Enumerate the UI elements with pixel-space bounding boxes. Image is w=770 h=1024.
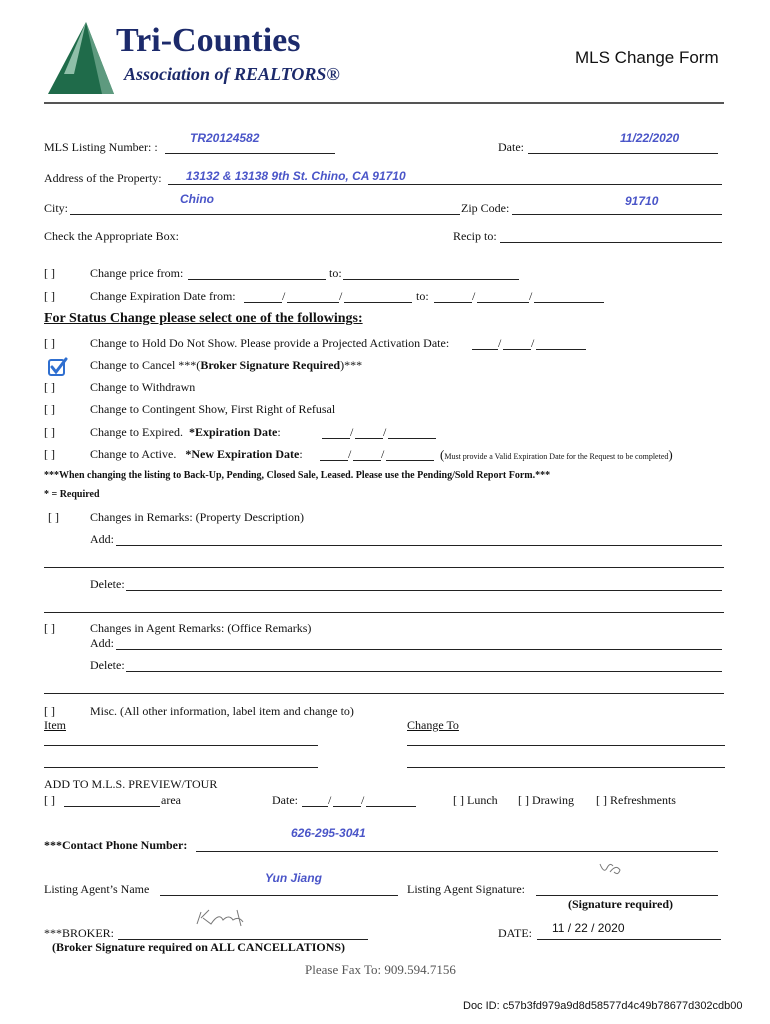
- expired-year-line[interactable]: [388, 438, 436, 439]
- city-line: [70, 214, 460, 215]
- price-to-line[interactable]: [343, 279, 519, 280]
- zip-field[interactable]: 91710: [625, 194, 659, 208]
- misc-change-to-heading: Change To: [407, 718, 459, 732]
- cancel-text-end: )***: [340, 358, 363, 372]
- city-label: City:: [44, 201, 69, 215]
- address-label: Address of the Property:: [44, 171, 162, 185]
- expired-label: [90, 425, 281, 440]
- broker-note: (Broker Signature required on ALL CANCELLATIONS): [52, 940, 346, 954]
- active-slash: /: [348, 447, 352, 461]
- broker-date-label: DATE:: [498, 926, 532, 940]
- hold-month-line[interactable]: [472, 349, 498, 350]
- exp-slash: /: [282, 289, 286, 303]
- active-note-paren: (: [440, 447, 445, 462]
- misc-item-line-2[interactable]: [44, 767, 318, 768]
- expired-month-line[interactable]: [322, 438, 350, 439]
- active-note-paren-end: ): [668, 447, 673, 462]
- misc-label: Misc. (All other information, label item and change to): [90, 704, 354, 718]
- listing-number-field[interactable]: TR20124582: [190, 131, 260, 145]
- signature-scribble-icon: [598, 860, 624, 878]
- zip-label: Zip Code:: [461, 201, 510, 215]
- expiration-date-bold: *Expiration Date: [188, 425, 278, 439]
- active-day-line[interactable]: [353, 460, 381, 461]
- active-text: Change to Active.: [90, 447, 177, 461]
- active-note: [440, 447, 673, 463]
- agent-signature-mark: [598, 860, 624, 878]
- tour-year-line[interactable]: [366, 806, 416, 807]
- hold-slash: /: [531, 336, 535, 350]
- exp-to-year-line[interactable]: [534, 302, 604, 303]
- agent-name-line: [160, 895, 398, 896]
- exp-from-day-line[interactable]: [287, 302, 339, 303]
- exp-slash: /: [529, 289, 533, 303]
- hold-checkbox[interactable]: [ ]: [44, 336, 55, 350]
- agent-signature-line[interactable]: [536, 895, 718, 896]
- contingent-checkbox[interactable]: [ ]: [44, 402, 55, 416]
- active-note-text: Must provide a Valid Expiration Date for the Request to be completed: [444, 452, 669, 461]
- broker-date-line: [537, 939, 721, 940]
- remarks-add-label: Add:: [90, 532, 114, 546]
- agent-remarks-add-label: Add:: [90, 636, 114, 650]
- price-checkbox[interactable]: [ ]: [44, 266, 55, 280]
- tour-checkbox[interactable]: [ ]: [44, 793, 55, 807]
- expired-day-line[interactable]: [355, 438, 383, 439]
- agent-remarks-label: Changes in Agent Remarks: (Office Remarks): [90, 621, 312, 635]
- remarks-delete-label: Delete:: [90, 577, 125, 591]
- address-line: [168, 184, 722, 185]
- remarks-add-line-2[interactable]: [44, 567, 724, 568]
- logo-subtitle: Association of REALTORS®: [124, 64, 340, 84]
- broker-label: ***BROKER:: [44, 926, 115, 940]
- remarks-add-line[interactable]: [116, 545, 722, 546]
- listing-number-line: [165, 153, 335, 154]
- signature-required-note: (Signature required): [568, 897, 674, 911]
- phone-line: [196, 851, 718, 852]
- fax-note: Please Fax To: 909.594.7156: [305, 962, 456, 977]
- tour-heading: ADD TO M.L.S. PREVIEW/TOUR: [44, 777, 218, 791]
- active-slash: /: [381, 447, 385, 461]
- broker-signature-scribble-icon: [193, 906, 251, 928]
- tour-day-line[interactable]: [333, 806, 361, 807]
- contingent-label: Change to Contingent Show, First Right of Refusal: [90, 402, 336, 416]
- expired-checkbox[interactable]: [ ]: [44, 425, 55, 439]
- form-title: MLS Change Form: [575, 48, 719, 67]
- hold-label: Change to Hold Do Not Show. Please provide a Projected Activation Date:: [90, 336, 450, 350]
- broker-date-field[interactable]: 11 / 22 / 2020: [552, 921, 625, 935]
- agent-remarks-delete-label: Delete:: [90, 658, 125, 672]
- exp-slash: /: [339, 289, 343, 303]
- tour-date-label: Date:: [272, 793, 298, 807]
- exp-from-year-line[interactable]: [344, 302, 412, 303]
- date-field[interactable]: 11/22/2020: [620, 131, 680, 145]
- remarks-delete-line-2[interactable]: [44, 612, 724, 613]
- hold-year-line[interactable]: [536, 349, 586, 350]
- remarks-label: Changes in Remarks: (Property Description): [90, 510, 304, 524]
- expired-text: Change to Expired.: [90, 425, 183, 439]
- agent-name-label: Listing Agent’s Name: [44, 882, 150, 896]
- expiration-label: Change Expiration Date from:: [90, 289, 236, 303]
- broker-signature-mark: [193, 906, 251, 928]
- cancel-checkbox[interactable]: [46, 356, 68, 378]
- exp-to-label: to:: [416, 289, 429, 303]
- misc-item-line-1[interactable]: [44, 745, 318, 746]
- misc-checkbox[interactable]: [ ]: [44, 704, 55, 718]
- price-from-line[interactable]: [188, 279, 326, 280]
- expired-colon: :: [277, 425, 281, 439]
- logo: [44, 14, 344, 96]
- phone-field[interactable]: 626-295-3041: [291, 826, 366, 840]
- agent-signature-label: Listing Agent Signature:: [407, 882, 525, 896]
- tour-slash: /: [328, 793, 332, 807]
- lunch-checkbox[interactable]: [ ] Lunch: [453, 793, 498, 807]
- misc-change-line-1[interactable]: [407, 745, 725, 746]
- tour-area-line[interactable]: [64, 806, 160, 807]
- price-to-label: to:: [329, 266, 342, 280]
- expired-slash: /: [350, 425, 354, 439]
- withdrawn-label: Change to Withdrawn: [90, 380, 196, 394]
- cancel-label: [90, 358, 362, 373]
- drawing-checkbox[interactable]: [ ] Drawing: [518, 793, 574, 807]
- misc-item-heading: Item: [44, 718, 66, 732]
- agent-name-field[interactable]: Yun Jiang: [265, 871, 322, 885]
- backup-note: ***When changing the listing to Back-Up, Pending, Closed Sale, Leased. Please use the Pending/Sold Report Form.***: [44, 470, 551, 481]
- price-label: Change price from:: [90, 266, 184, 280]
- recip-label: Recip to:: [453, 229, 497, 243]
- agent-remarks-add-line[interactable]: [116, 649, 722, 650]
- agent-remarks-delete-line[interactable]: [126, 671, 722, 672]
- doc-id: Doc ID: c57b3fd979a9d8d58577d4c49b78677d302cdb00: [463, 1000, 743, 1012]
- hold-slash: /: [498, 336, 502, 350]
- address-field[interactable]: 13132 & 13138 9th St. Chino, CA 91710: [186, 169, 406, 183]
- date-label: Date:: [498, 140, 524, 154]
- tour-area-label: area: [161, 793, 181, 807]
- checkmark-icon: [46, 356, 68, 378]
- exp-slash: /: [472, 289, 476, 303]
- active-label: [90, 447, 303, 462]
- active-checkbox[interactable]: [ ]: [44, 447, 55, 461]
- tour-slash: /: [361, 793, 365, 807]
- remarks-delete-line[interactable]: [126, 590, 722, 591]
- cancel-text: Change to Cancel ***(: [90, 358, 201, 372]
- exp-to-day-line[interactable]: [477, 302, 529, 303]
- phone-label: ***Contact Phone Number:: [44, 838, 188, 852]
- active-colon: :: [299, 447, 303, 461]
- required-note: * = Required: [44, 489, 100, 500]
- expiration-checkbox[interactable]: [ ]: [44, 289, 55, 303]
- date-line: [528, 153, 718, 154]
- agent-remarks-checkbox[interactable]: [ ]: [44, 621, 55, 635]
- remarks-checkbox[interactable]: [ ]: [48, 510, 59, 524]
- refreshments-checkbox[interactable]: [ ] Refreshments: [596, 793, 676, 807]
- recip-line: [500, 242, 722, 243]
- exp-to-month-line[interactable]: [434, 302, 472, 303]
- active-month-line[interactable]: [320, 460, 348, 461]
- misc-change-line-2[interactable]: [407, 767, 725, 768]
- active-year-line[interactable]: [386, 460, 434, 461]
- header-divider: [44, 102, 724, 104]
- exp-from-month-line[interactable]: [244, 302, 282, 303]
- new-expiration-date-bold: *New Expiration Date: [185, 447, 300, 461]
- city-field[interactable]: Chino: [180, 192, 214, 206]
- check-box-label: Check the Appropriate Box:: [44, 229, 179, 243]
- hold-day-line[interactable]: [503, 349, 531, 350]
- listing-number-label: MLS Listing Number: :: [44, 140, 158, 154]
- cancel-broker-required: Broker Signature Required: [200, 358, 341, 372]
- status-heading: For Status Change please select one of the followings:: [44, 311, 363, 326]
- tour-month-line[interactable]: [302, 806, 328, 807]
- expired-slash: /: [383, 425, 387, 439]
- zip-line: [512, 214, 722, 215]
- agent-remarks-line-3[interactable]: [44, 693, 724, 694]
- withdrawn-checkbox[interactable]: [ ]: [44, 380, 55, 394]
- logo-name: Tri-Counties: [116, 22, 301, 59]
